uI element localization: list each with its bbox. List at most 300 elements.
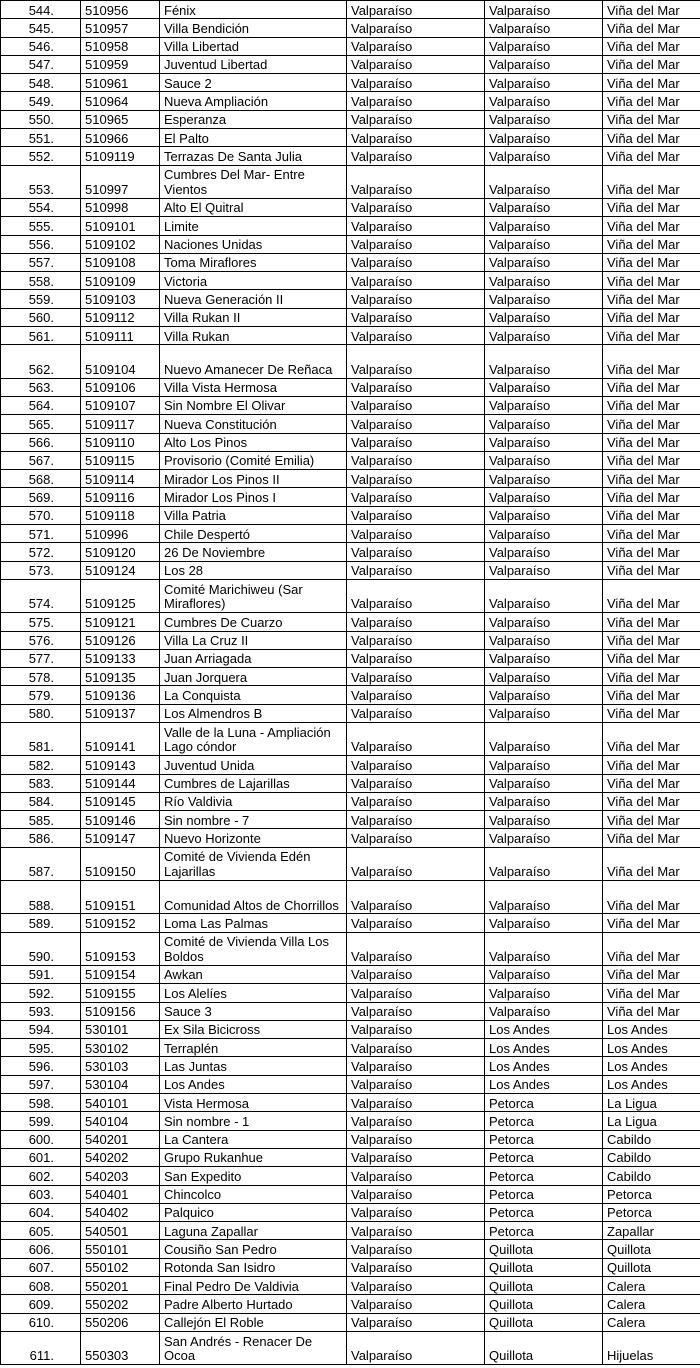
settlement-code: 5109154 <box>81 965 160 983</box>
settlement-name: El Palto <box>160 129 347 147</box>
settlement-code: 510998 <box>81 198 160 216</box>
province-cell: Valparaíso <box>485 579 603 612</box>
table-row <box>1 1075 700 1093</box>
table-row <box>1 488 700 506</box>
region-cell: Valparaíso <box>347 37 485 55</box>
province-cell: Quillota <box>485 1240 603 1258</box>
region-cell: Valparaíso <box>347 506 485 524</box>
commune-cell: Viña del Mar <box>603 932 700 965</box>
province-cell: Valparaíso <box>485 704 603 722</box>
commune-cell: Viña del Mar <box>603 378 700 396</box>
settlement-code: 510957 <box>81 19 160 37</box>
settlement-code: 510996 <box>81 525 160 543</box>
region-cell: Valparaíso <box>347 1020 485 1038</box>
table-row <box>1 829 700 847</box>
commune-cell: Viña del Mar <box>603 488 700 506</box>
settlement-code: 5109144 <box>81 774 160 792</box>
region-cell: Valparaíso <box>347 345 485 378</box>
commune-cell: Viña del Mar <box>603 1002 700 1020</box>
settlement-name: Nueva Ampliación <box>160 92 347 110</box>
table-row <box>1 433 700 451</box>
province-cell: Valparaíso <box>485 433 603 451</box>
commune-cell: Viña del Mar <box>603 165 700 198</box>
settlement-code: 5109147 <box>81 829 160 847</box>
province-cell: Valparaíso <box>485 686 603 704</box>
settlement-code: 530101 <box>81 1020 160 1038</box>
settlement-code: 5109118 <box>81 506 160 524</box>
table-row <box>1 1020 700 1038</box>
settlement-code: 5109143 <box>81 756 160 774</box>
table-row <box>1 561 700 579</box>
table-row <box>1 19 700 37</box>
province-cell: Petorca <box>485 1112 603 1130</box>
commune-cell: Viña del Mar <box>603 847 700 880</box>
settlement-code: 5109119 <box>81 147 160 165</box>
region-cell: Valparaíso <box>347 1295 485 1313</box>
region-cell: Valparaíso <box>347 1167 485 1185</box>
table-row <box>1 1167 700 1185</box>
region-cell: Valparaíso <box>347 55 485 73</box>
settlement-name: Limite <box>160 217 347 235</box>
table-row <box>1 984 700 1002</box>
region-cell: Valparaíso <box>347 290 485 308</box>
table-row <box>1 37 700 55</box>
province-cell: Quillota <box>485 1313 603 1331</box>
region-cell: Valparaíso <box>347 433 485 451</box>
settlement-name: Final Pedro De Valdivia <box>160 1277 347 1295</box>
settlement-code: 5109114 <box>81 470 160 488</box>
row-number: 582. <box>1 756 81 774</box>
row-number: 603. <box>1 1185 81 1203</box>
row-number: 581. <box>1 722 81 755</box>
row-number: 553. <box>1 165 81 198</box>
province-cell: Valparaíso <box>485 847 603 880</box>
province-cell: Petorca <box>485 1167 603 1185</box>
settlement-name: Nuevo Horizonte <box>160 829 347 847</box>
settlement-code: 5109107 <box>81 396 160 414</box>
province-cell: Valparaíso <box>485 55 603 73</box>
commune-cell: Petorca <box>603 1185 700 1203</box>
row-number: 602. <box>1 1167 81 1185</box>
settlement-name: Sauce 3 <box>160 1002 347 1020</box>
settlement-code: 510965 <box>81 110 160 128</box>
region-cell: Valparaíso <box>347 847 485 880</box>
commune-cell: Cabildo <box>603 1167 700 1185</box>
commune-cell: Viña del Mar <box>603 984 700 1002</box>
commune-cell: Viña del Mar <box>603 217 700 235</box>
row-number: 554. <box>1 198 81 216</box>
table-body <box>1 1 700 1365</box>
row-number: 579. <box>1 686 81 704</box>
settlement-code: 5109116 <box>81 488 160 506</box>
row-number: 606. <box>1 1240 81 1258</box>
settlement-name: Mirador Los Pinos I <box>160 488 347 506</box>
settlement-code: 5109153 <box>81 932 160 965</box>
settlement-code: 5109115 <box>81 451 160 469</box>
settlement-code: 5109108 <box>81 253 160 271</box>
table-row <box>1 1 700 19</box>
table-row <box>1 1185 700 1203</box>
row-number: 575. <box>1 613 81 631</box>
settlement-code: 5109106 <box>81 378 160 396</box>
region-cell: Valparaíso <box>347 774 485 792</box>
table-row <box>1 129 700 147</box>
settlement-name: Sauce 2 <box>160 74 347 92</box>
region-cell: Valparaíso <box>347 1331 485 1364</box>
region-cell: Valparaíso <box>347 1002 485 1020</box>
settlement-code: 5109145 <box>81 792 160 810</box>
settlement-code: 550201 <box>81 1277 160 1295</box>
region-cell: Valparaíso <box>347 1240 485 1258</box>
settlement-code: 5109156 <box>81 1002 160 1020</box>
settlement-name: Cumbres De Cuarzo <box>160 613 347 631</box>
settlement-name: Alto El Quitral <box>160 198 347 216</box>
region-cell: Valparaíso <box>347 327 485 345</box>
settlement-code: 550206 <box>81 1313 160 1331</box>
settlement-name: Los Almendros B <box>160 704 347 722</box>
settlement-name: Alto Los Pinos <box>160 433 347 451</box>
settlement-name: Vista Hermosa <box>160 1094 347 1112</box>
region-cell: Valparaíso <box>347 19 485 37</box>
settlement-name: Cumbres de Lajarillas <box>160 774 347 792</box>
settlement-code: 5109136 <box>81 686 160 704</box>
province-cell: Valparaíso <box>485 932 603 965</box>
commune-cell: Cabildo <box>603 1148 700 1166</box>
province-cell: Valparaíso <box>485 110 603 128</box>
province-cell: Valparaíso <box>485 37 603 55</box>
region-cell: Valparaíso <box>347 722 485 755</box>
settlement-name: Cumbres Del Mar- Entre Vientos <box>160 165 347 198</box>
row-number: 565. <box>1 415 81 433</box>
table-row <box>1 756 700 774</box>
province-cell: Quillota <box>485 1277 603 1295</box>
province-cell: Valparaíso <box>485 631 603 649</box>
row-number: 586. <box>1 829 81 847</box>
commune-cell: Viña del Mar <box>603 722 700 755</box>
row-number: 601. <box>1 1148 81 1166</box>
table-row <box>1 1222 700 1240</box>
province-cell: Valparaíso <box>485 147 603 165</box>
table-row <box>1 308 700 326</box>
table-row <box>1 811 700 829</box>
settlement-name: Las Juntas <box>160 1057 347 1075</box>
province-cell: Valparaíso <box>485 235 603 253</box>
table-row <box>1 92 700 110</box>
commune-cell: Viña del Mar <box>603 543 700 561</box>
table-row <box>1 396 700 414</box>
settlement-name: San Expedito <box>160 1167 347 1185</box>
settlement-name: La Conquista <box>160 686 347 704</box>
region-cell: Valparaíso <box>347 415 485 433</box>
commune-cell: Viña del Mar <box>603 110 700 128</box>
commune-cell: Los Andes <box>603 1039 700 1057</box>
table-row <box>1 722 700 755</box>
province-cell: Los Andes <box>485 1039 603 1057</box>
commune-cell: Viña del Mar <box>603 129 700 147</box>
commune-cell: La Ligua <box>603 1112 700 1130</box>
commune-cell: Calera <box>603 1277 700 1295</box>
row-number: 587. <box>1 847 81 880</box>
settlement-code: 5109102 <box>81 235 160 253</box>
province-cell: Valparaíso <box>485 756 603 774</box>
province-cell: Valparaíso <box>485 470 603 488</box>
settlement-code: 510961 <box>81 74 160 92</box>
row-number: 607. <box>1 1258 81 1276</box>
table-row <box>1 525 700 543</box>
row-number: 551. <box>1 129 81 147</box>
settlement-name: Esperanza <box>160 110 347 128</box>
commune-cell: Viña del Mar <box>603 774 700 792</box>
settlement-code: 5109150 <box>81 847 160 880</box>
commune-cell: Viña del Mar <box>603 147 700 165</box>
region-cell: Valparaíso <box>347 668 485 686</box>
settlement-code: 5109133 <box>81 649 160 667</box>
settlement-code: 5109135 <box>81 668 160 686</box>
row-number: 611. <box>1 1331 81 1364</box>
table-row <box>1 613 700 631</box>
commune-cell: Viña del Mar <box>603 668 700 686</box>
province-cell: Petorca <box>485 1185 603 1203</box>
province-cell: Los Andes <box>485 1057 603 1075</box>
settlement-name: Comunidad Altos de Chorrillos <box>160 881 347 914</box>
settlement-name: Victoria <box>160 272 347 290</box>
province-cell: Petorca <box>485 1130 603 1148</box>
table-row <box>1 165 700 198</box>
row-number: 593. <box>1 1002 81 1020</box>
province-cell: Petorca <box>485 1203 603 1221</box>
row-number: 585. <box>1 811 81 829</box>
settlement-name: Awkan <box>160 965 347 983</box>
row-number: 560. <box>1 308 81 326</box>
province-cell: Valparaíso <box>485 327 603 345</box>
commune-cell: Viña del Mar <box>603 92 700 110</box>
province-cell: Valparaíso <box>485 613 603 631</box>
commune-cell: Viña del Mar <box>603 290 700 308</box>
row-number: 570. <box>1 506 81 524</box>
region-cell: Valparaíso <box>347 1185 485 1203</box>
row-number: 561. <box>1 327 81 345</box>
commune-cell: Viña del Mar <box>603 470 700 488</box>
table-row <box>1 415 700 433</box>
settlement-name: Grupo Rukanhue <box>160 1148 347 1166</box>
settlement-code: 5109137 <box>81 704 160 722</box>
settlement-name: Juventud Unida <box>160 756 347 774</box>
province-cell: Valparaíso <box>485 774 603 792</box>
province-cell: Valparaíso <box>485 378 603 396</box>
settlement-code: 540203 <box>81 1167 160 1185</box>
table-row <box>1 1277 700 1295</box>
settlement-code: 530103 <box>81 1057 160 1075</box>
commune-cell: Petorca <box>603 1203 700 1221</box>
commune-cell: Viña del Mar <box>603 1 700 19</box>
commune-cell: Zapallar <box>603 1222 700 1240</box>
region-cell: Valparaíso <box>347 613 485 631</box>
settlement-name: Sin nombre - 7 <box>160 811 347 829</box>
table-row <box>1 1203 700 1221</box>
region-cell: Valparaíso <box>347 451 485 469</box>
table-row <box>1 579 700 612</box>
province-cell: Valparaíso <box>485 290 603 308</box>
commune-cell: Calera <box>603 1295 700 1313</box>
region-cell: Valparaíso <box>347 1130 485 1148</box>
settlement-code: 5109110 <box>81 433 160 451</box>
commune-cell: Viña del Mar <box>603 579 700 612</box>
settlement-code: 5109141 <box>81 722 160 755</box>
settlement-name: Nueva Constitución <box>160 415 347 433</box>
settlement-name: Laguna Zapallar <box>160 1222 347 1240</box>
settlement-name: Loma Las Palmas <box>160 914 347 932</box>
settlement-name: Nueva Generación II <box>160 290 347 308</box>
row-number: 600. <box>1 1130 81 1148</box>
commune-cell: Hijuelas <box>603 1331 700 1364</box>
table-row <box>1 1039 700 1057</box>
commune-cell: Viña del Mar <box>603 506 700 524</box>
table-row <box>1 774 700 792</box>
province-cell: Valparaíso <box>485 649 603 667</box>
province-cell: Valparaíso <box>485 488 603 506</box>
settlement-name: La Cantera <box>160 1130 347 1148</box>
row-number: 564. <box>1 396 81 414</box>
region-cell: Valparaíso <box>347 579 485 612</box>
region-cell: Valparaíso <box>347 704 485 722</box>
settlement-name: Toma Miraflores <box>160 253 347 271</box>
row-number: 569. <box>1 488 81 506</box>
row-number: 583. <box>1 774 81 792</box>
settlement-name: Chincolco <box>160 1185 347 1203</box>
settlement-name: Los Alelíes <box>160 984 347 1002</box>
region-cell: Valparaíso <box>347 1057 485 1075</box>
region-cell: Valparaíso <box>347 756 485 774</box>
row-number: 580. <box>1 704 81 722</box>
commune-cell: Calera <box>603 1313 700 1331</box>
table-row <box>1 1130 700 1148</box>
commune-cell: Viña del Mar <box>603 792 700 810</box>
province-cell: Valparaíso <box>485 74 603 92</box>
settlement-code: 550202 <box>81 1295 160 1313</box>
region-cell: Valparaíso <box>347 1277 485 1295</box>
commune-cell: Viña del Mar <box>603 649 700 667</box>
settlement-name: Villa Patria <box>160 506 347 524</box>
settlement-code: 550102 <box>81 1258 160 1276</box>
row-number: 548. <box>1 74 81 92</box>
settlement-name: Villa Rukan II <box>160 308 347 326</box>
commune-cell: Viña del Mar <box>603 235 700 253</box>
table-row <box>1 1331 700 1364</box>
region-cell: Valparaíso <box>347 1112 485 1130</box>
table-row <box>1 147 700 165</box>
settlement-code: 510956 <box>81 1 160 19</box>
region-cell: Valparaíso <box>347 110 485 128</box>
commune-cell: Viña del Mar <box>603 37 700 55</box>
province-cell: Valparaíso <box>485 829 603 847</box>
settlement-code: 5109117 <box>81 415 160 433</box>
province-cell: Petorca <box>485 1222 603 1240</box>
row-number: 544. <box>1 1 81 19</box>
row-number: 596. <box>1 1057 81 1075</box>
table-row <box>1 253 700 271</box>
commune-cell: Viña del Mar <box>603 272 700 290</box>
table-row <box>1 345 700 378</box>
row-number: 559. <box>1 290 81 308</box>
settlement-code: 540101 <box>81 1094 160 1112</box>
commune-cell: Viña del Mar <box>603 415 700 433</box>
table-row <box>1 1148 700 1166</box>
settlement-name: Comité de Vivienda Edén Lajarillas <box>160 847 347 880</box>
settlement-name: Río Valdivia <box>160 792 347 810</box>
province-cell: Valparaíso <box>485 914 603 932</box>
province-cell: Quillota <box>485 1295 603 1313</box>
commune-cell: Viña del Mar <box>603 451 700 469</box>
settlement-name: Valle de la Luna - Ampliación Lago cóndor <box>160 722 347 755</box>
region-cell: Valparaíso <box>347 1039 485 1057</box>
table-row <box>1 1258 700 1276</box>
table-row <box>1 881 700 914</box>
settlement-name: Terrazas De Santa Julia <box>160 147 347 165</box>
province-cell: Valparaíso <box>485 451 603 469</box>
province-cell: Valparaíso <box>485 129 603 147</box>
settlement-name: Juan Jorquera <box>160 668 347 686</box>
region-cell: Valparaíso <box>347 308 485 326</box>
table-row <box>1 1057 700 1075</box>
province-cell: Valparaíso <box>485 792 603 810</box>
province-cell: Valparaíso <box>485 965 603 983</box>
region-cell: Valparaíso <box>347 649 485 667</box>
settlement-code: 5109126 <box>81 631 160 649</box>
settlement-name: Terraplén <box>160 1039 347 1057</box>
row-number: 594. <box>1 1020 81 1038</box>
province-cell: Valparaíso <box>485 722 603 755</box>
province-cell: Valparaíso <box>485 272 603 290</box>
table-row <box>1 290 700 308</box>
region-cell: Valparaíso <box>347 253 485 271</box>
settlement-code: 530104 <box>81 1075 160 1093</box>
settlement-name: Villa Vista Hermosa <box>160 378 347 396</box>
settlement-name: Nuevo Amanecer De Reñaca <box>160 345 347 378</box>
settlement-code: 540402 <box>81 1203 160 1221</box>
province-cell: Valparaíso <box>485 1002 603 1020</box>
region-cell: Valparaíso <box>347 147 485 165</box>
row-number: 567. <box>1 451 81 469</box>
settlement-name: Villa Bendición <box>160 19 347 37</box>
region-cell: Valparaíso <box>347 1313 485 1331</box>
settlement-code: 540401 <box>81 1185 160 1203</box>
row-number: 609. <box>1 1295 81 1313</box>
region-cell: Valparaíso <box>347 1 485 19</box>
row-number: 584. <box>1 792 81 810</box>
table-row <box>1 543 700 561</box>
region-cell: Valparaíso <box>347 686 485 704</box>
province-cell: Valparaíso <box>485 668 603 686</box>
table-row <box>1 686 700 704</box>
region-cell: Valparaíso <box>347 74 485 92</box>
row-number: 545. <box>1 19 81 37</box>
province-cell: Petorca <box>485 1094 603 1112</box>
settlement-name: San Andrés - Renacer De Ocoa <box>160 1331 347 1364</box>
table-row <box>1 272 700 290</box>
settlement-code: 510997 <box>81 165 160 198</box>
table-row <box>1 217 700 235</box>
region-cell: Valparaíso <box>347 1094 485 1112</box>
table-row <box>1 704 700 722</box>
region-cell: Valparaíso <box>347 165 485 198</box>
settlement-code: 510959 <box>81 55 160 73</box>
commune-cell: Viña del Mar <box>603 19 700 37</box>
table-row <box>1 914 700 932</box>
commune-cell: Viña del Mar <box>603 881 700 914</box>
settlement-name: Los Andes <box>160 1075 347 1093</box>
table-row <box>1 1295 700 1313</box>
province-cell: Los Andes <box>485 1075 603 1093</box>
